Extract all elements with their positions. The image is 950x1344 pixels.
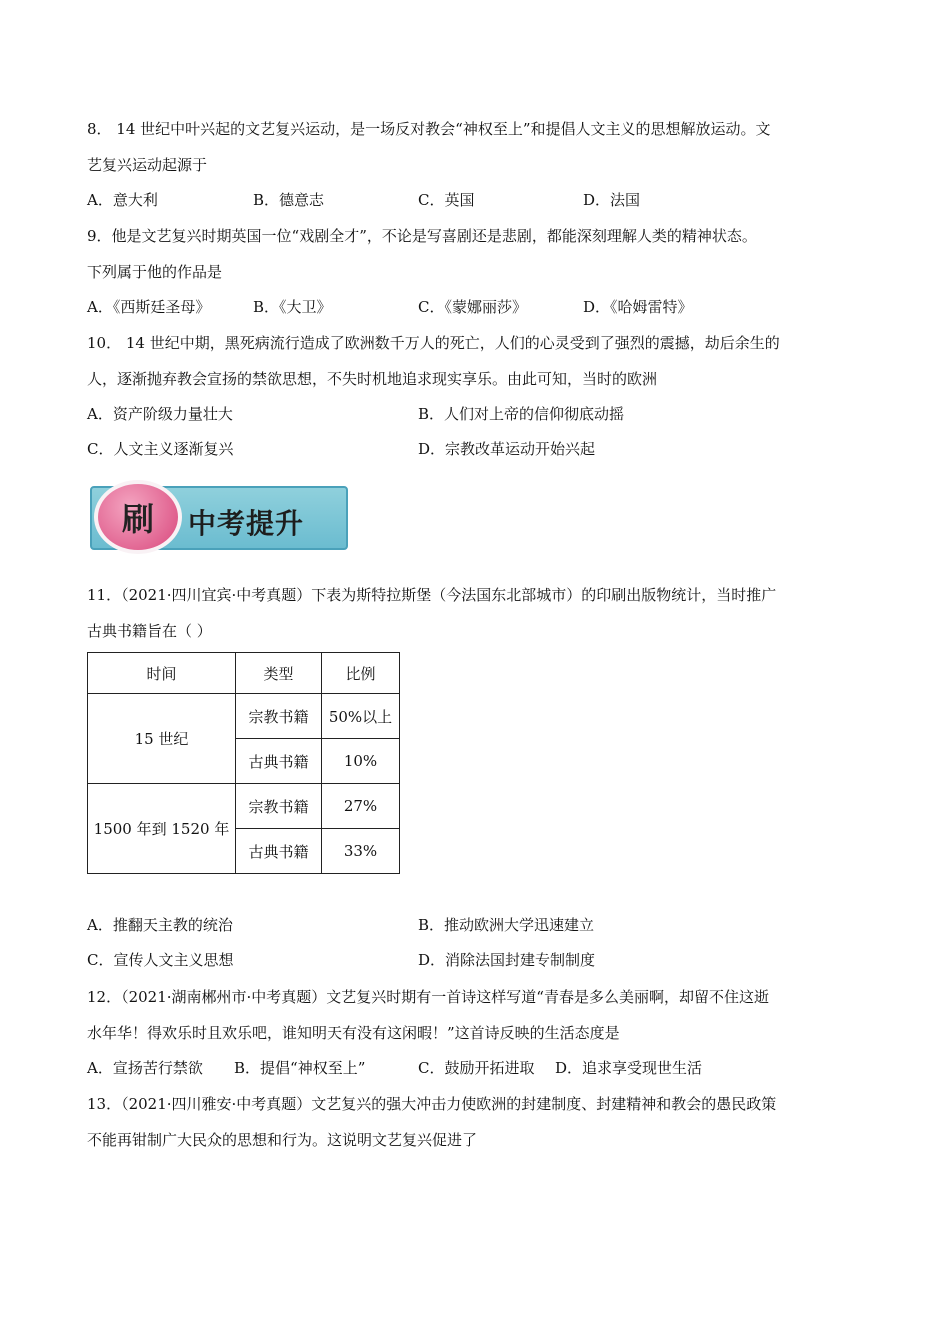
type-cell: 古典书籍 — [236, 739, 322, 784]
period-cell: 1500 年到 1520 年 — [88, 784, 236, 874]
q11-stem-line1: 11．（2021·四川宜宾·中考真题）下表为斯特拉斯堡（今法国东北部城市）的印刷出版物统计，当时推广 — [87, 586, 777, 604]
section-banner — [90, 480, 352, 554]
banner-badge-text: 刷 — [121, 500, 154, 538]
q8-stem-line1: 8． 14 世纪中叶兴起的文艺复兴运动，是一场反对教会“神权至上”和提倡人文主义的思想解放运动。文 — [87, 120, 771, 138]
table-header-row — [88, 653, 400, 694]
header-type: 类型 — [236, 653, 322, 694]
type-cell: 宗教书籍 — [236, 784, 322, 829]
ratio-cell: 27% — [322, 784, 400, 829]
q10-stem-line2: 人，逐渐抛弃教会宣扬的禁欲思想，不失时机地追求现实享乐。由此可知，当时的欧洲 — [87, 370, 658, 388]
period-cell: 15 世纪 — [88, 694, 236, 784]
q11-option-c: C．宣传人文主义思想 — [87, 951, 234, 969]
q12-option-b: B．提倡“神权至上” — [234, 1059, 366, 1077]
q10-option-c: C．人文主义逐渐复兴 — [87, 440, 234, 458]
ratio-cell: 33% — [322, 829, 400, 874]
q11-option-a: A．推翻天主教的统治 — [87, 916, 233, 934]
q10-option-a: A．资产阶级力量壮大 — [87, 405, 233, 423]
table-row — [88, 694, 400, 739]
banner-badge — [94, 480, 182, 554]
q12-stem-line1: 12．（2021·湖南郴州市·中考真题）文艺复兴时期有一首诗这样写道“青春是多么美丽啊，却留不住这逝 — [87, 988, 769, 1006]
q11-stem-line2: 古典书籍旨在（ ） — [87, 622, 212, 640]
q10-option-b: B．人们对上帝的信仰彻底动摇 — [418, 405, 625, 423]
ratio-cell: 10% — [322, 739, 400, 784]
q8-option-d: D．法国 — [583, 191, 641, 209]
q8-stem-line2: 艺复兴运动起源于 — [87, 156, 208, 174]
q12-option-a: A．宣扬苦行禁欲 — [87, 1059, 203, 1077]
header-time: 时间 — [88, 653, 236, 694]
q10-stem-line1: 10． 14 世纪中期，黑死病流行造成了欧洲数千万人的死亡，人们的心灵受到了强烈的震撼，劫后余生的 — [87, 334, 780, 352]
q9-stem-line2: 下列属于他的作品是 — [87, 263, 223, 281]
q8-option-a: A．意大利 — [87, 191, 158, 209]
q9-option-d: D．《哈姆雷特》 — [583, 298, 693, 316]
type-cell: 古典书籍 — [236, 829, 322, 874]
statistics-table — [87, 652, 400, 874]
banner-title: 中考提升 — [188, 507, 305, 540]
header-ratio: 比例 — [322, 653, 400, 694]
q13-stem-line2: 不能再钳制广大民众的思想和行为。这说明文艺复兴促进了 — [87, 1131, 478, 1149]
q13-stem-line1: 13．（2021·四川雅安·中考真题）文艺复兴的强大冲击力使欧洲的封建制度、封建精神和教会的愚民政策 — [87, 1095, 777, 1113]
ratio-cell: 50%以上 — [322, 694, 400, 739]
type-cell: 宗教书籍 — [236, 694, 322, 739]
q9-stem-line1: 9．他是文艺复兴时期英国一位“戏剧全才”，不论是写喜剧还是悲剧，都能深刻理解人类的精神状态。 — [87, 227, 757, 245]
q12-option-d: D．追求享受现世生活 — [555, 1059, 703, 1077]
q9-option-b: B．《大卫》 — [253, 298, 332, 316]
q9-option-a: A．《西斯廷圣母》 — [87, 298, 211, 316]
q11-option-b: B．推动欧洲大学迅速建立 — [418, 916, 595, 934]
q11-option-d: D．消除法国封建专制制度 — [418, 951, 596, 969]
table-row — [88, 784, 400, 829]
q10-option-d: D．宗教改革运动开始兴起 — [418, 440, 596, 458]
q8-option-b: B．德意志 — [253, 191, 325, 209]
q12-stem-line2: 水年华！得欢乐时且欢乐吧，谁知明天有没有这闲暇！”这首诗反映的生活态度是 — [87, 1024, 620, 1042]
q8-option-c: C．英国 — [418, 191, 475, 209]
q12-option-c: C．鼓励开拓进取 — [418, 1059, 535, 1077]
q9-option-c: C．《蒙娜丽莎》 — [418, 298, 527, 316]
